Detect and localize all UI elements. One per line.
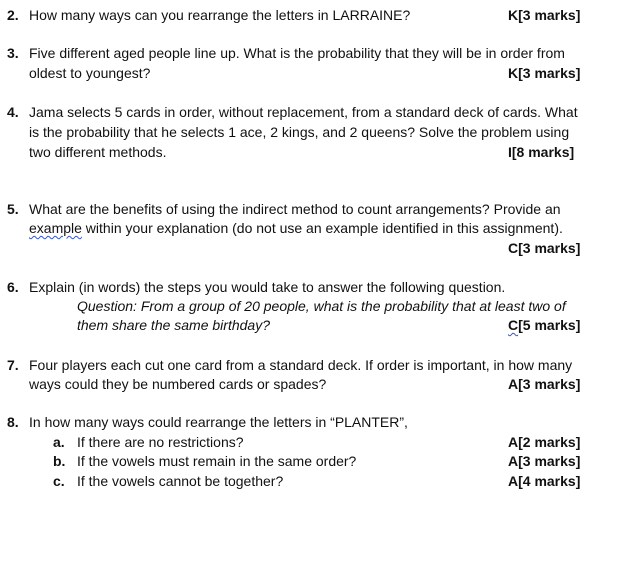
marks-label: C[3 marks] <box>508 240 581 256</box>
marks-label: K[3 marks] <box>508 7 581 23</box>
sub-letter: a. <box>53 434 65 450</box>
spellcheck-word: example <box>29 220 82 236</box>
marks-label: A[4 marks] <box>508 473 581 489</box>
question-number: 7. <box>7 357 19 373</box>
question-text-line-1: Explain (in words) the steps you would take to answer the following question. <box>29 279 506 295</box>
marks-label: A[3 marks] <box>508 376 581 392</box>
sub-letter: b. <box>53 453 66 469</box>
sub-text: If the vowels cannot be together? <box>77 473 284 489</box>
quoted-question-line-2: them share the same birthday? <box>77 317 270 333</box>
question-number: 6. <box>7 279 19 295</box>
question-number: 4. <box>7 104 19 120</box>
marks-rest: [5 marks] <box>518 317 581 333</box>
question-text-line-1: What are the benefits of using the indirect method to count arrangements? Provide an <box>29 201 561 217</box>
question-number: 8. <box>7 414 19 430</box>
marks-label: A[2 marks] <box>508 434 581 450</box>
sub-text: If the vowels must remain in the same order? <box>77 453 357 469</box>
sub-letter: c. <box>53 473 65 489</box>
question-text-line-2: ways could they be numbered cards or spades? <box>29 376 327 392</box>
sub-text: If there are no restrictions? <box>77 434 244 450</box>
question-text-line-1: Five different aged people line up. What is the probability that they will be in order from <box>29 45 565 61</box>
question-text-line-2: is the probability that he selects 1 ace, 2 kings, and 2 queens? Solve the problem using <box>29 124 570 140</box>
question-text-line-1: Four players each cut one card from a standard deck. If order is important, in how many <box>29 357 573 373</box>
question-text-line-3: two different methods. <box>29 144 167 160</box>
marks-label: A[3 marks] <box>508 453 581 469</box>
question-text: How many ways can you rearrange the letters in LARRAINE? <box>29 7 411 23</box>
question-text-line-2: oldest to youngest? <box>29 65 151 81</box>
question-text-line-1: Jama selects 5 cards in order, without replacement, from a standard deck of cards. What <box>29 104 578 120</box>
question-number: 5. <box>7 201 19 217</box>
question-text: In how many ways could rearrange the letters in “PLANTER”, <box>29 414 408 430</box>
quoted-question-line-1: Question: From a group of 20 people, what is the probability that at least two of <box>77 298 566 314</box>
marks-label <box>508 317 580 333</box>
marks-label: I[8 marks] <box>508 144 575 160</box>
question-number: 2. <box>7 7 19 23</box>
marks-prefix: C <box>508 317 519 333</box>
marks-label: K[3 marks] <box>508 65 581 81</box>
question-text-line-2 <box>29 220 563 236</box>
question-text-line-2-rest: within your explanation (do not use an example identified in this assignment). <box>81 220 563 236</box>
question-number: 3. <box>7 45 19 61</box>
